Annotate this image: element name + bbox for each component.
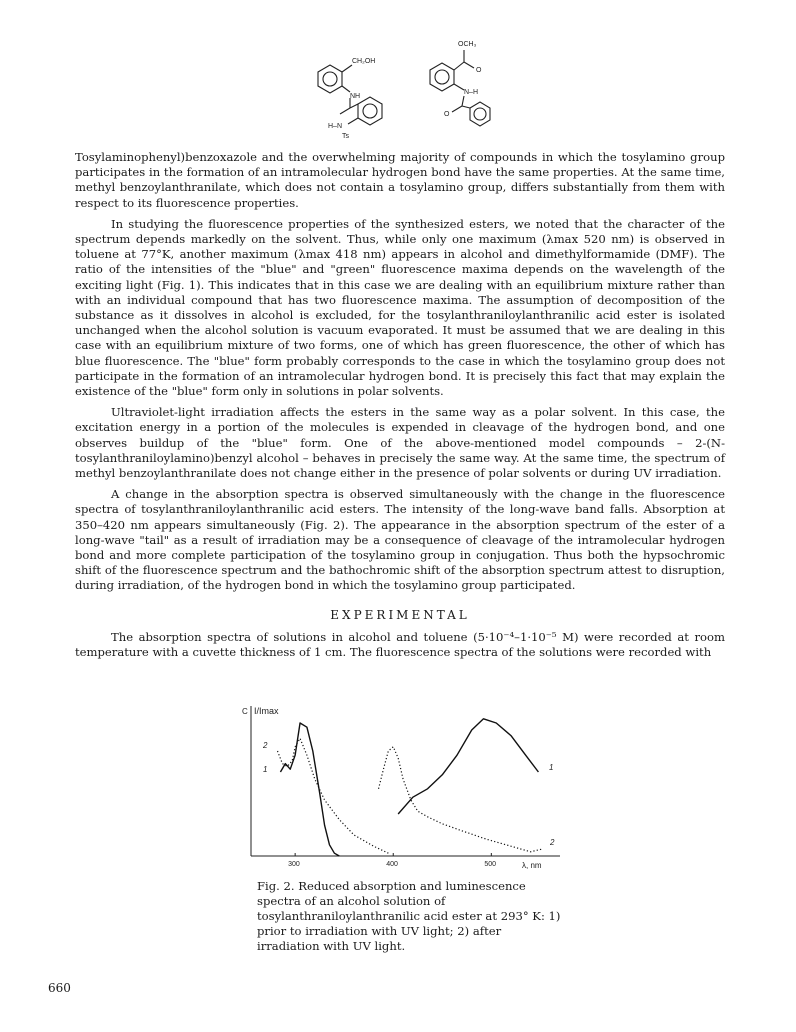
x-axis-label: λ, nm xyxy=(522,861,542,870)
paragraph-3: Ultraviolet-light irradiation affects the esters in the same way as a polar solvent. In this case, the excitation energy in a portion of the molecules is expended in cleavage of the hydrogen bond, and one observes buildup of the "blue" form. One of the above-mentioned model compounds – 2-(N-tosylanthraniloylamino)benzyl alcohol – behaves in precisely the same way. At the same time, the spectrum of methyl benzoylanthranilate does not change either in the presence of polar solvents or during UV irradiation. xyxy=(75,405,725,481)
y-axis-label: I/Imax xyxy=(254,706,279,716)
curve-1-solid-0 xyxy=(280,723,339,856)
y-axis-c-label: C xyxy=(242,707,248,716)
figure-2-chart xyxy=(240,700,570,880)
chemical-structures xyxy=(300,20,520,140)
experimental-body xyxy=(75,630,725,666)
curve-2-dotted-1 xyxy=(277,738,388,853)
x-tick-label: 500 xyxy=(484,861,497,868)
curve-label-1-left: 1 xyxy=(263,765,268,774)
struct-right-och3: OCH₃ xyxy=(458,41,477,48)
struct-right-nh: N–H xyxy=(464,89,479,96)
curve-label-2-right: 2 xyxy=(550,838,555,847)
curve-label-2-left: 2 xyxy=(263,741,268,750)
x-tick-label: 300 xyxy=(288,861,300,868)
struct-right-o2: O xyxy=(444,111,450,118)
struct-left-ch2oh: CH₂OH xyxy=(352,58,376,65)
struct-left-nh: NH xyxy=(350,93,361,100)
experimental-heading: EXPERIMENTAL xyxy=(330,608,470,622)
curve-1-solid-2 xyxy=(398,719,538,814)
struct-left-hn: H–N xyxy=(328,123,343,130)
struct-right-o1: O xyxy=(476,67,482,74)
x-ticks xyxy=(288,853,496,868)
paragraph-2: In studying the fluorescence properties of the synthesized esters, we noted that the character of the spectrum depends markedly on the solvent. Thus, while only one maximum (λmax 520 nm) is observed in toluene at 77°K, another maximum (λmax 418 nm) appears in alcohol and dimethylformamide (DMF). The ratio of the intensities of the "blue" and "green" fluorescence maxima depends on the wavelength of the exciting light (Fig. 1). This indicates that in this case we are dealing with an equilibrium mixture rather than with an individual compound that has two fluorescence maxima. The assumption of decomposition of the substance as it dissolves in alcohol is excluded, for the tosylanthraniloylanthranilic acid ester is isolated unchanged when the alcohol solution is vacuum evaporated. It must be assumed that we are dealing in this case with an equilibrium mixture of two forms, one of which has green fluorescence, the other of which has blue fluorescence. The "blue" form probably corresponds to the case in which the tosylamino group does not participate in the formation of an intramolecular hydrogen bond. It is precisely this fact that may explain the existence of the "blue" form only in solutions in polar solvents. xyxy=(75,216,725,399)
paragraph-4: A change in the absorption spectra is observed simultaneously with the change in the fluorescence spectra of tosylanthraniloylanthranilic acid esters. The intensity of the long-wave band falls. Absorption at 350–420 nm appears simultaneously (Fig. 2). The appearance in the absorption spectrum of the ester of a long-wave "tail" as a result of irradiation may be a consequence of cleavage of the intramolecular hydrogen bond and more complete participation of the tosylamino group in conjugation. Thus both the hypsochromic shift of the fluorescence spectrum and the bathochromic shift of the absorption spectrum attest to disruption, during irradiation, of the hydrogen bond in which the tosylamino group participated. xyxy=(75,487,725,593)
page-number: 660 xyxy=(48,981,71,995)
experimental-paragraph: The absorption spectra of solutions in alcohol and toluene (5·10⁻⁴–1·10⁻⁵ M) were recorded at room temperature with a cuvette thickness of 1 cm. The fluorescence spectra of the solutions were recorded with xyxy=(75,630,725,660)
paragraph-1: Tosylaminophenyl)benzoxazole and the overwhelming majority of compounds in which the tosylamino group participates in the formation of an intramolecular hydrogen bond have the same properties. At the same time, methyl benzoylanthranilate, which does not contain a tosylamino group, differs substantially from them with respect to its fluorescence properties. xyxy=(75,150,725,210)
figure-caption: Fig. 2. Reduced absorption and luminescence spectra of an alcohol solution of tosylanthraniloylanthranilic acid ester at 293° K: 1) prior to irradiation with UV light; 2) after irradiation with UV light. xyxy=(257,879,561,953)
curve-label-1-right: 1 xyxy=(549,763,554,772)
curve-2-dotted-3 xyxy=(379,747,543,852)
body-text xyxy=(75,150,725,600)
struct-left-ts: Ts xyxy=(342,133,349,140)
curves xyxy=(277,719,542,856)
x-tick-label: 400 xyxy=(386,861,398,868)
